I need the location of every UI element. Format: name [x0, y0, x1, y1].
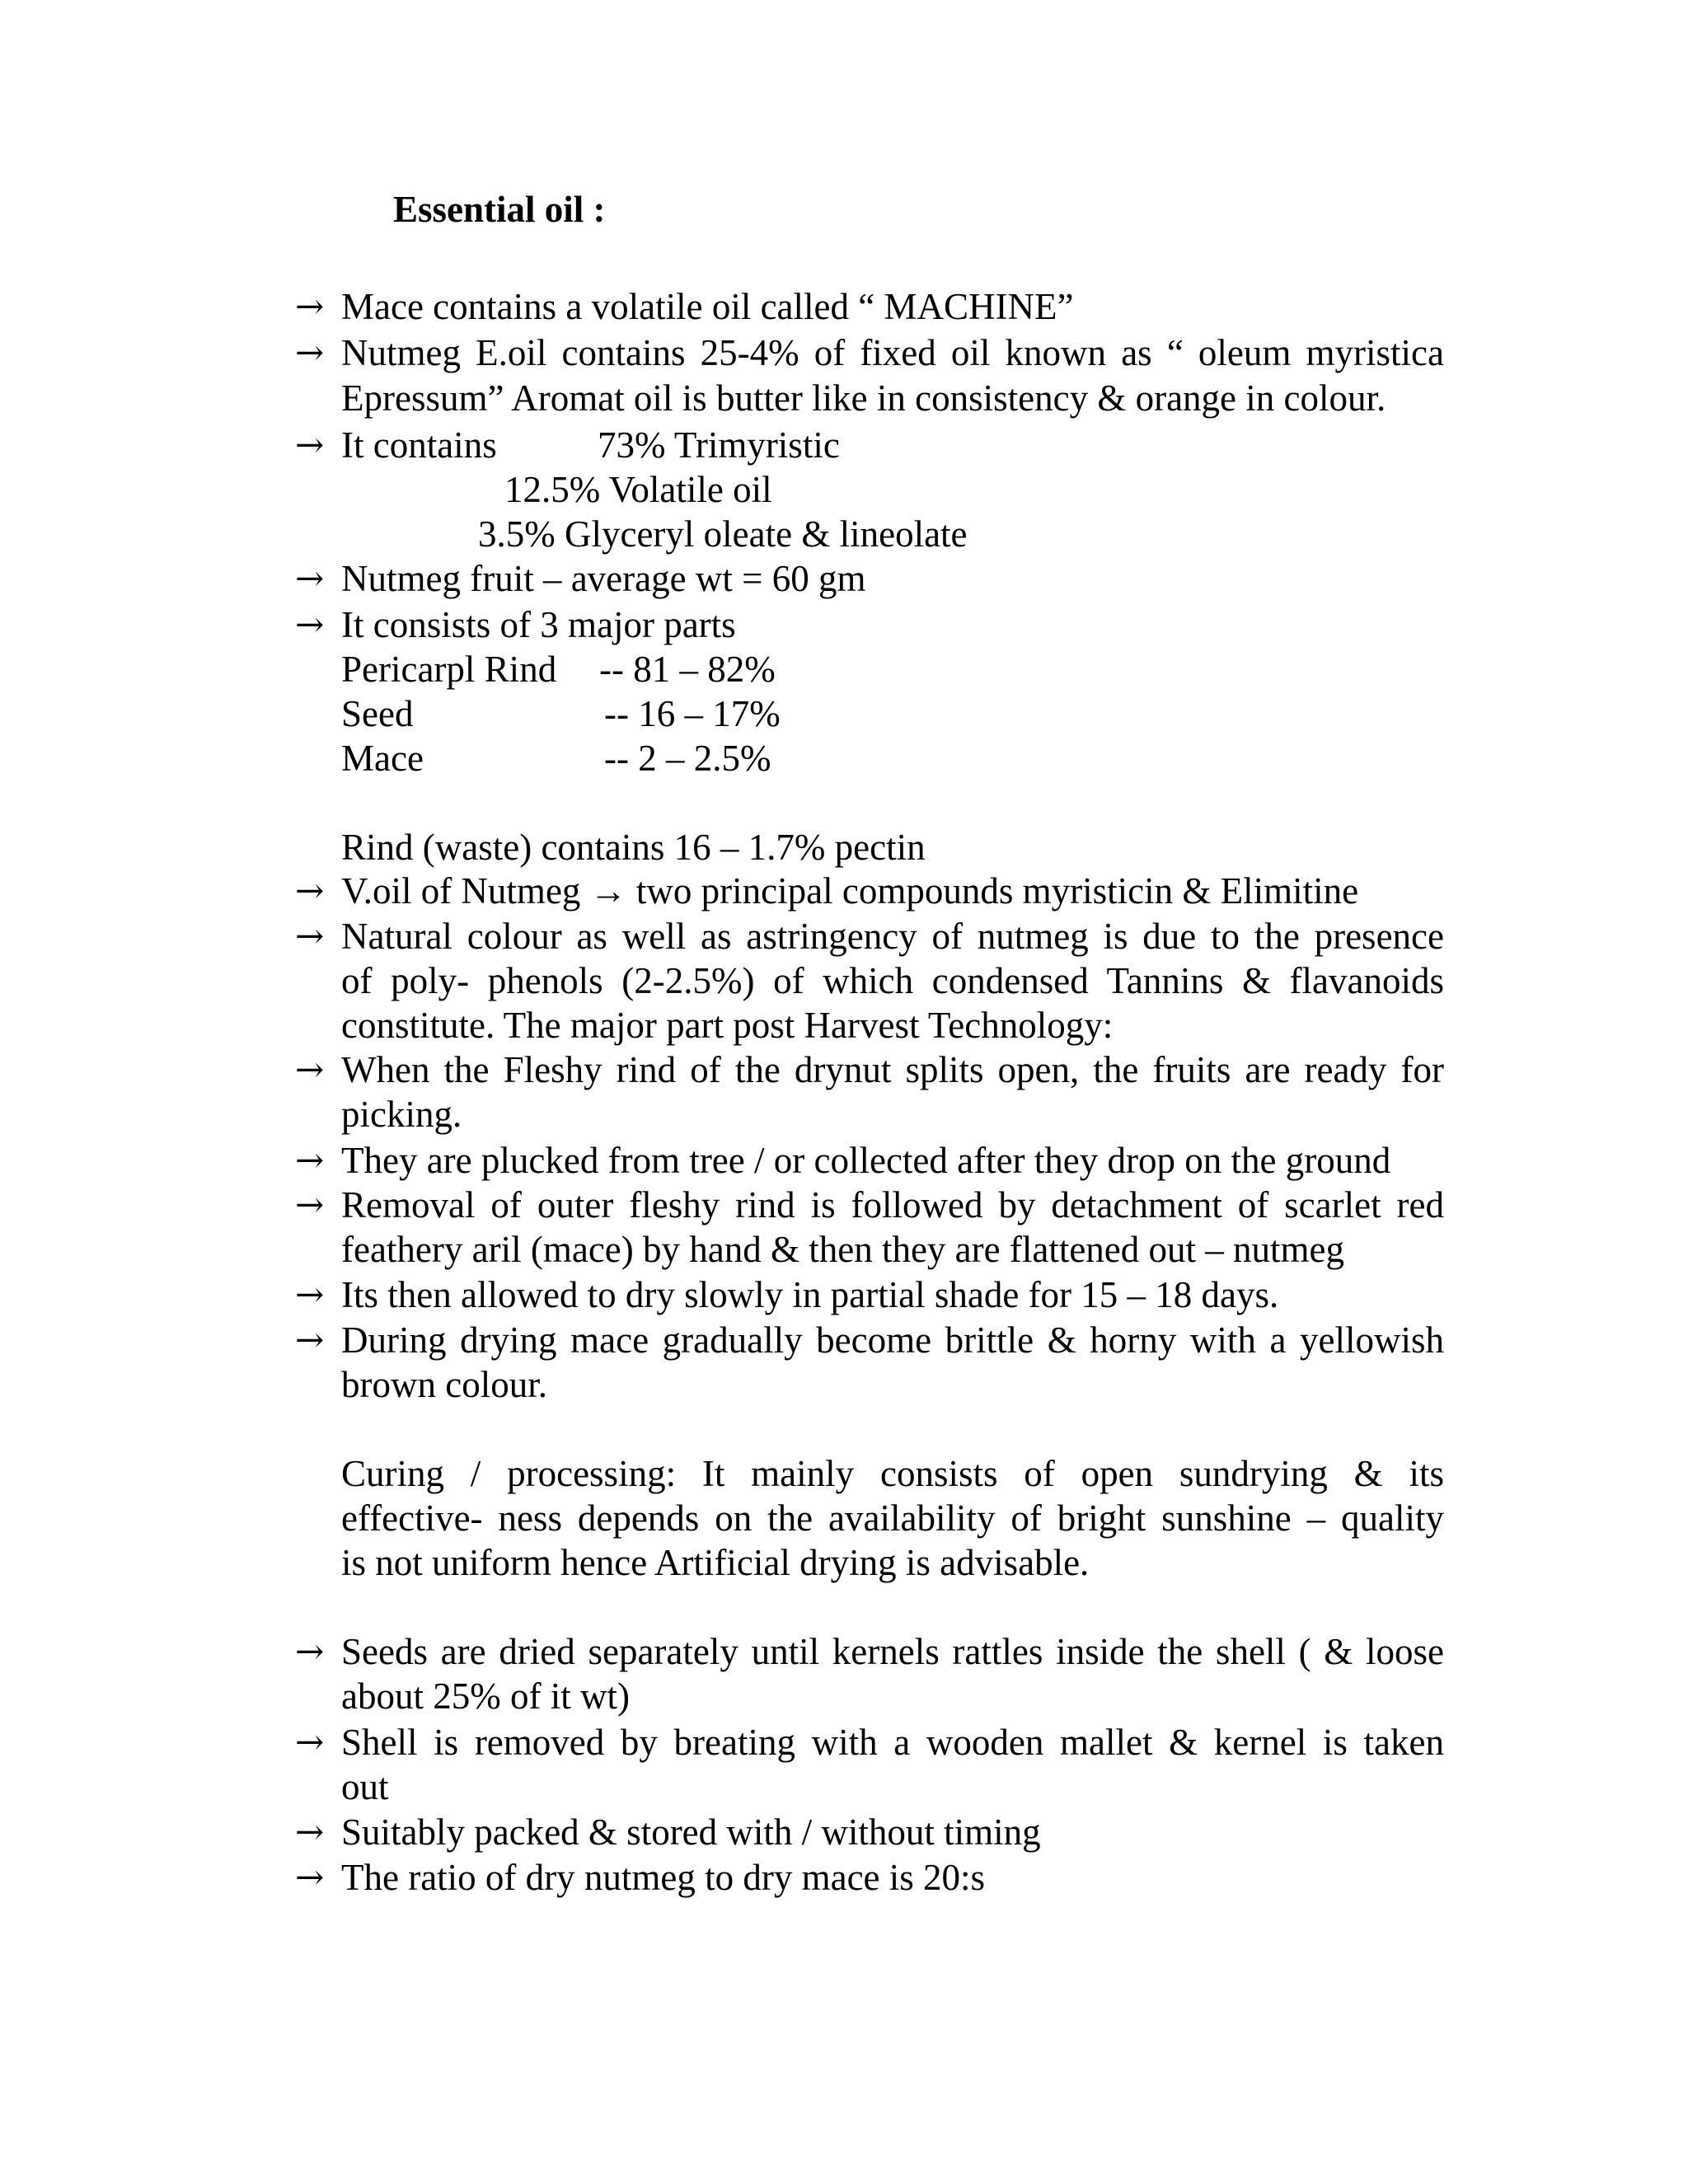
arrow-icon: →: [295, 1722, 325, 1762]
bullet-text: Mace contains a volatile oil called “ MACHINE”: [341, 286, 1074, 327]
bullet-continuation: [0, 958, 1688, 1004]
bullet-continuation: [0, 1764, 1688, 1810]
part-name: Pericarpl Rind: [341, 649, 557, 690]
bullet-item: [0, 555, 1688, 602]
bullet-item: [0, 913, 1688, 959]
bullet-item: [0, 1719, 1688, 1765]
arrow-icon: →: [295, 1631, 325, 1671]
bullet-item: [0, 1047, 1688, 1093]
bullet-text: about 25% of it wt): [341, 1675, 630, 1717]
bullet-item: [0, 1137, 1688, 1183]
paragraph-text: effective- ness depends on the availability of bright sunshine – quality: [341, 1497, 1444, 1539]
bullet-text: It contains: [341, 424, 497, 466]
bullet-text: Shell is removed by breating with a wooden mallet & kernel is taken: [341, 1722, 1444, 1763]
bullet-text: Epressum” Aromat oil is butter like in consistency & orange in colour.: [341, 377, 1386, 419]
parts-row: [0, 691, 1688, 737]
bullet-text: Its then allowed to dry slowly in partial shade for 15 – 18 days.: [341, 1274, 1279, 1315]
section-heading: Essential oil :: [393, 189, 606, 230]
bullet-text: During drying mace gradually become brittle & horny with a yellowish: [341, 1319, 1444, 1361]
bullet-continuation: [0, 1226, 1688, 1272]
bullet-text: Natural colour as well as astringency of nutmeg is due to the presence: [341, 916, 1444, 957]
bullet-text: Nutmeg E.oil contains 25-4% of fixed oil known as “ oleum myristica: [341, 332, 1444, 373]
paragraph-line: [0, 824, 1688, 870]
bullet-text: V.oil of Nutmeg → two principal compounds myristicin & Elimitine: [341, 870, 1359, 912]
part-name: Mace: [341, 738, 424, 779]
bullet-text: Seeds are dried separately until kernels rattles inside the shell ( & loose: [341, 1631, 1444, 1672]
paragraph-line: [0, 1540, 1688, 1586]
arrow-icon: →: [295, 286, 325, 326]
bullet-text: of poly- phenols (2-2.5%) of which condensed Tannins & flavanoids: [341, 960, 1444, 1001]
paragraph-text: is not uniform hence Artificial drying is advisable.: [341, 1542, 1090, 1583]
bullet-continuation: [0, 1091, 1688, 1137]
bullet-item: [0, 422, 1688, 468]
arrow-icon: →: [295, 870, 325, 911]
arrow-icon: →: [295, 1184, 325, 1225]
paragraph-text: Curing / processing: It mainly consists of open sundrying & its: [341, 1453, 1444, 1494]
bullet-item: [0, 1182, 1688, 1228]
composition-row: [0, 511, 1688, 557]
part-name: Seed: [341, 693, 414, 734]
arrow-icon: →: [295, 916, 325, 956]
bullet-text: out: [341, 1766, 389, 1807]
bullet-item: [0, 1272, 1688, 1318]
bullet-text: Nutmeg fruit – average wt = 60 gm: [341, 558, 866, 599]
bullet-text: picking.: [341, 1094, 462, 1135]
paragraph-line: [0, 1451, 1688, 1497]
part-value: -- 81 – 82%: [599, 649, 776, 690]
arrow-icon: →: [295, 424, 325, 465]
composition-text: 3.5% Glyceryl oleate & lineolate: [478, 513, 968, 555]
bullet-text: constitute. The major part post Harvest Technology:: [341, 1005, 1114, 1046]
bullet-continuation: [0, 1361, 1688, 1408]
bullet-text: Removal of outer fleshy rind is followed by detachment of scarlet red: [341, 1184, 1444, 1226]
bullet-item: [0, 1629, 1688, 1675]
bullet-continuation: [0, 375, 1688, 421]
arrow-icon: →: [295, 332, 325, 373]
arrow-icon: →: [295, 558, 325, 598]
paragraph-text: Rind (waste) contains 16 – 1.7% pectin: [341, 827, 926, 868]
composition-row: 73% Trimyristic: [598, 424, 840, 466]
arrow-icon: →: [295, 1319, 325, 1360]
arrow-icon: →: [295, 1857, 325, 1897]
bullet-item: [0, 330, 1688, 376]
parts-row: [0, 646, 1688, 692]
bullet-text: brown colour.: [341, 1364, 547, 1405]
arrow-icon: →: [295, 1811, 325, 1852]
arrow-icon: →: [295, 1049, 325, 1090]
arrow-icon: →: [295, 1140, 325, 1180]
bullet-item: [0, 602, 1688, 648]
part-value: -- 16 – 17%: [604, 693, 781, 734]
paragraph-line: [0, 1495, 1688, 1541]
parts-row: [0, 735, 1688, 781]
bullet-text: feathery aril (mace) by hand & then they are flattened out – nutmeg: [341, 1229, 1344, 1270]
bullet-continuation: [0, 1673, 1688, 1719]
bullet-item: [0, 868, 1688, 914]
composition-text: 12.5% Volatile oil: [504, 469, 772, 510]
composition-row: [0, 466, 1688, 513]
part-value: -- 2 – 2.5%: [604, 738, 771, 779]
bullet-item: [0, 1317, 1688, 1363]
bullet-item: [0, 284, 1688, 330]
bullet-text: They are plucked from tree / or collected after they drop on the ground: [341, 1140, 1391, 1181]
bullet-text: It consists of 3 major parts: [341, 604, 736, 645]
bullet-text: When the Fleshy rind of the drynut splits open, the fruits are ready for: [341, 1049, 1444, 1090]
arrow-icon: →: [295, 1274, 325, 1315]
bullet-text: Suitably packed & stored with / without timing: [341, 1811, 1041, 1853]
bullet-continuation: [0, 1002, 1688, 1048]
bullet-item: [0, 1809, 1688, 1855]
arrow-icon: →: [295, 604, 325, 644]
bullet-item: [0, 1854, 1688, 1900]
bullet-text: The ratio of dry nutmeg to dry mace is 20:s: [341, 1857, 986, 1898]
